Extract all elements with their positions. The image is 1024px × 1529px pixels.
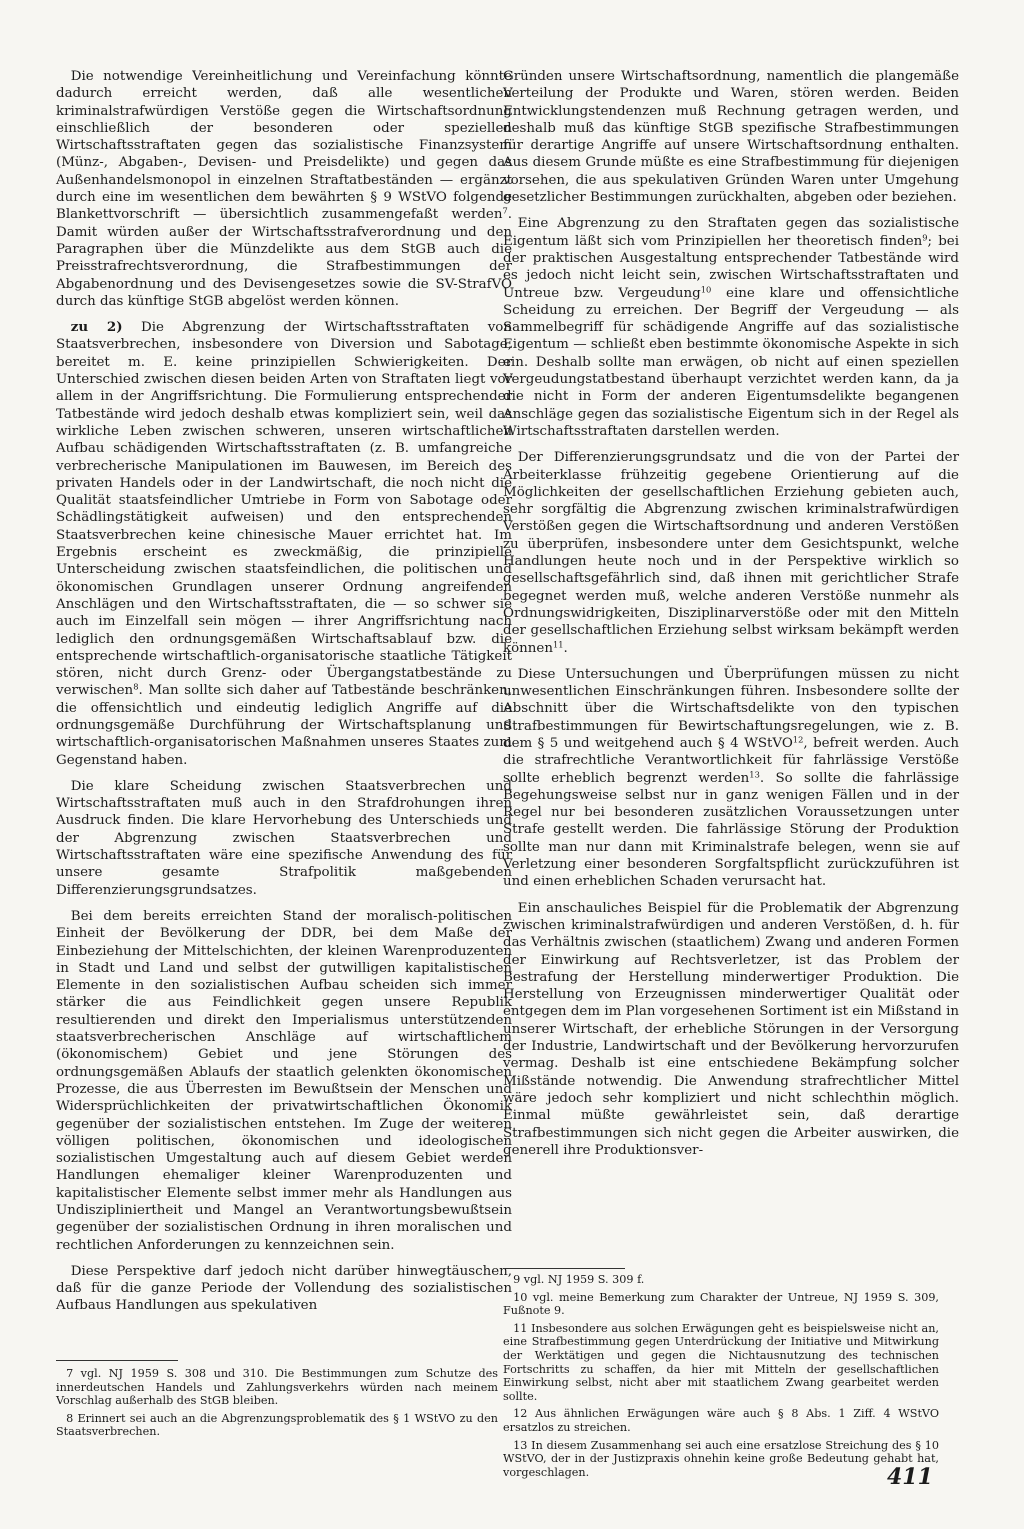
footnote: 8 Erinnert sei auch an die Abgrenzungsproblematik des § 1 WStVO zu den Staatsverbrechen.: [56, 1411, 498, 1439]
text: .: [563, 640, 568, 656]
text: Der Differenzierungsgrundsatz und die von der Partei der Arbeiterklasse frühzeitig gegebene Orientierung auf die Möglichkeiten der gesellschaftlichen Erziehung gebieten auch, sehr sorgfältig die Abgrenzung zwischen kriminalstrafwürdigen Verstößen gegen die Wirtschaftsordnung und anderen Verstößen zu überprüfen, insbesondere unter dem Gesichtspunkt, welche Handlungen heute noch und in der Perspektive wirklich so gesellschaftsgefährlich sind, daß ihnen mit gerichtlicher Strafe begegnet werden muß, welche anderen Verstöße nunmehr als Ordnungswidrigkeiten, Disziplinarverstöße oder mit den Mitteln der gesellschaftlichen Erziehung selbst wirksam bekämpft werden können: [503, 450, 959, 656]
footnote-ref: 12: [792, 734, 804, 745]
footnote-ref: 11: [552, 638, 564, 649]
text: . So sollte die fahrlässige Begehungsweise selbst nur in ganz wenigen Fällen und in der Regel nur bei besonderen zusätzlichen Voraussetzungen unter Strafe gestellt werden. Die fahrlässige Störung der Produktion sollte man nur dann mit Kriminalstrafe belegen, wenn sie auf Verletzung einer besonderen Sorgfaltspflicht zurückzuführen ist und einen erheblichen Schaden verursacht hat.: [503, 770, 959, 890]
text: Eine Abgrenzung zu den Straftaten gegen das sozialistische Eigentum läßt sich vom Prinzipiellen her theoretisch finden: [503, 216, 959, 249]
paragraph: [503, 666, 959, 891]
footnote-ref: 13: [749, 769, 760, 780]
footnote-ref: 7: [502, 205, 508, 216]
text: Die notwendige Vereinheitlichung und Vereinfachung könnte dadurch erreicht werden, daß alle wesentlichen kriminalstrafwürdigen Verstöße gegen die Wirtschaftsordnung einschließlich der besonderen oder speziellen Wirtschaftsstraftaten gegen das sozialistische Finanzsystem (Münz-, Abgaben-, Devisen- und Preisdelikte) und gegen das Außenhandelsmonopol in einzelnen Straftatbeständen — ergänzt durch eine im wesentlichen dem bewährten § 9 WStVO folgende Blankettvorschrift — übersichtlich zusammengefaßt werden: [56, 69, 512, 223]
paragraph: Bei dem bereits erreichten Stand der moralisch-politischen Einheit der Bevölkerung der DDR, bei dem Maße der Einbeziehung der Mittelschichten, der kleinen Warenproduzenten in Stadt und Land und selbst der gutwilligen kapitalistischen Elemente in den sozialistischen Aufbau scheiden sich immer stärker die aus Feindlichkeit gegen unsere Republik resultierenden und direkt den Imperialismus unterstützenden staatsverbrecherischen Anschläge auf wirtschaftlichem (ökonomischem) Gebiet und jene Störungen des ordnungsgemäßen Ablaufs der staatlich gelenkten ökonomischen Prozesse, die aus Überresten im Bewußtsein der Menschen und Widersprüchlichkeiten der privatwirtschaftlichen Ökonomik gegenüber der sozialistischen entstehen. Im Zuge der weiteren völligen politischen, ökonomischen und ideologischen sozialistischen Umgestaltung auch auf diesem Gebiet werden Handlungen ehemaliger kleiner Warenproduzenten und kapitalistischer Elemente selbst immer mehr als Handlungen aus Undiszipliniertheit und Mangel an Verantwortungsbewußtsein gegenüber der sozialistischen Ordnung in ihren moralischen und rechtlichen Anforderungen zu kennzeichnen sein.: [56, 908, 512, 1253]
text: ; bei der praktischen Ausgestaltung entsprechender Tatbestände wird es jedoch nicht leicht sein, zwischen Wirtschaftsstraftaten und Untreue bzw. Vergeudung: [503, 233, 959, 301]
footnotes-left: [56, 1367, 498, 1443]
text: . Damit würden außer der Wirtschaftsstrafverordnung und den Paragraphen über die Münzdelikte aus dem StGB auch die Preisstrafrechtsverordnung, die Strafbestimmungen der Abgabenordnung und des Devisengesetzes sowie die SV-StrafVO durch das künftige StGB abgelöst werden können.: [56, 207, 512, 309]
right-column: [503, 68, 959, 1168]
text: Die Abgrenzung der Wirtschaftsstraftaten von Staatsverbrechen, insbesondere von Diversion und Sabotage, bereitet m. E. keine prinzipiellen Schwierigkeiten. Der Unterschied zwischen diesen beiden Arten von Straftaten liegt vor allem in der Angriffsrichtung. Die Formulierung entsprechender Tatbestände wird jedoch deshalb etwas kompliziert sein, weil das wirkliche Leben zwischen schweren, unseren wirtschaftlichen Aufbau schädigenden Wirtschaftsstraftaten (z. B. umfangreiche verbrecherische Manipulationen im Bauwesen, im Bereich des privaten Handels oder in der Landwirtschaft, die noch nicht die Qualität staatsfeindlicher Umtriebe in Form von Sabotage oder Schädlingstätigkeit aufweisen) und den entsprechenden Staatsverbrechen keine chinesische Mauer errichtet hat. Im Ergebnis erscheint es zweckmäßig, die prinzipielle Unterscheidung zwischen staatsfeindlichen, die politischen und ökonomischen Grundlagen unserer Ordnung angreifenden Anschlägen und den Wirtschaftsstraftaten, die — so schwer sie auch im Einzelfall sein mögen — ihrer Angriffsrichtung nach lediglich den ordnungsgemäßen Wirtschaftsablauf bzw. die entsprechende wirtschaftlich-organisatorische staatliche Tätigkeit stören, nicht durch Grenz- oder Übergangstatbestände zu verwischen: [56, 320, 512, 699]
text: eine klare und offensichtliche Scheidung zu erreichen. Der Begriff der Vergeudung — als Sammelbegriff für schädigende Angriffe auf das sozialistische Eigentum — schließt eben bestimmte ökonomische Aspekte in sich ein. Deshalb sollte man erwägen, ob nicht auf einen speziellen Vergeudungstatbestand überhaupt verzichtet werden kann, da ja die nicht in Form der anderen Eigentumsdelikte begangenen Anschläge gegen das sozialistische Eigentum sich in der Regel als Wirtschaftsstraftaten darstellen werden.: [503, 285, 959, 439]
footnotes-right: [503, 1273, 939, 1483]
text: . Man sollte sich daher auf Tatbestände beschränken, die offensichtlich und eindeutig lediglich Angriffe auf die ordnungsgemäße Durchführung der Wirtschaftsplanung und wirtschaftlich-organisatorischen Maßnahmen unseres Staates zum Gegenstand haben.: [56, 683, 512, 768]
footnote: 7 vgl. NJ 1959 S. 308 und 310. Die Bestimmungen zum Schutze des innerdeutschen Handels und Zahlungsverkehrs würden nach meinem Vorschlag außerhalb des StGB bleiben.: [56, 1367, 498, 1408]
footnote: 9 vgl. NJ 1959 S. 309 f.: [513, 1273, 645, 1286]
footnote: 10 vgl. meine Bemerkung zum Charakter der Untreue, NJ 1959 S. 309, Fußnote 9.: [503, 1290, 939, 1318]
text: , befreit werden. Auch die strafrechtliche Verantwortlichkeit für fahrlässige Verstöße sollte erheblich begrenzt werden: [503, 735, 959, 786]
left-column: [56, 68, 512, 1324]
footnote: 12 Aus ähnlichen Erwägungen wäre auch § 8 Abs. 1 Ziff. 4 WStVO ersatzlos zu streichen.: [503, 1407, 939, 1434]
paragraph: [56, 68, 512, 310]
section-lead: zu 2): [70, 319, 123, 336]
footnote-divider: [503, 1268, 625, 1269]
paragraph: Gründen unsere Wirtschaftsordnung, namentlich die plangemäße Verteilung der Produkte und Waren, stören werden. Beiden Entwicklungstendenzen muß Rechnung getragen werden, und deshalb muß das künftige StGB spezifische Strafbestimmungen für derartige Angriffe auf unsere Wirtschaftsordnung enthalten. Aus diesem Grunde müßte es eine Strafbestimmung für diejenigen vorsehen, die aus spekulativen Gründen Waren unter Umgehung gesetzlicher Bestimmungen zurückhalten, abgeben oder beziehen.: [503, 69, 959, 206]
paragraph: Die klare Scheidung zwischen Staatsverbrechen und Wirtschaftsstraftaten muß auch in den Strafdrohungen ihren Ausdruck finden. Die klare Hervorhebung des Unterschieds und der Abgrenzung zwischen Staatsverbrechen und Wirtschaftsstraftaten wäre eine spezifische Anwendung des für unsere gesamte Strafpolitik maßgebenden Differenzierungsgrundsatzes.: [56, 778, 512, 898]
footnote: 11 Insbesondere aus solchen Erwägungen geht es beispielsweise nicht an, eine Strafbestimmung gegen Unterdrückung der Initiative und Mitwirkung der Werktätigen und gegen die Nichtausnutzung des technischen Fortschritts zu schaffen, da hier mit Mitteln der gesellschaftlichen Einwirkung selbst, nicht aber mit staatlichem Zwang gearbeitet werden sollte.: [503, 1321, 939, 1403]
footnote: 13 In diesem Zusammenhang sei auch eine ersatzlose Streichung des § 10 WStVO, der in der Justizpraxis ohnehin keine große Bedeutung gehabt hat, vorgeschlagen.: [503, 1438, 939, 1479]
paragraph: Diese Perspektive darf jedoch nicht darüber hinwegtäuschen, daß für die ganze Periode der Vollendung des sozialistischen Aufbaus Handlungen aus spekulativen: [56, 1263, 512, 1314]
paragraph: [503, 449, 959, 657]
page-number: 411: [887, 1464, 933, 1490]
text: Diese Untersuchungen und Überprüfungen müssen zu nicht unwesentlichen Einschränkungen führen. Insbesondere sollte der Abschnitt über die Wirtschaftsdelikte von den typischen Strafbestimmungen für Bewirtschaftungsregelungen, wie z. B. dem § 5 und weitgehend auch § 4 WStVO: [503, 666, 959, 751]
footnote-divider: [56, 1360, 178, 1361]
footnote-ref: 10: [700, 284, 712, 294]
paragraph: [503, 215, 959, 440]
footnote-ref: 9: [922, 232, 928, 243]
paragraph: Ein anschauliches Beispiel für die Problematik der Abgrenzung zwischen kriminalstrafwürdigen und anderen Verstößen, d. h. für das Verhältnis zwischen (staatlichem) Zwang und anderen Formen der Einwirkung auf Rechtsverletzer, ist das Problem der Bestrafung der Herstellung minderwertiger Produktion. Die Herstellung von Erzeugnissen minderwertiger Qualität oder entgegen dem im Plan vorgesehenen Sortiment ist ein Mißstand in unserer Wirtschaft, der erhebliche Störungen in der Versorgung der Industrie, Landwirtschaft und der Bevölkerung hervorzurufen vermag. Deshalb ist eine entschiedene Bekämpfung solcher Mißstände notwendig. Die Anwendung strafrechtlicher Mittel wäre jedoch sehr kompliziert und nicht schlechthin möglich. Einmal müßte gewährleistet sein, daß derartige Strafbestimmungen sich nicht gegen die Arbeiter auswirken, die generell ihre Produktionsver-: [503, 900, 959, 1158]
paragraph: [56, 319, 512, 769]
footnote-ref: 8: [133, 681, 139, 692]
